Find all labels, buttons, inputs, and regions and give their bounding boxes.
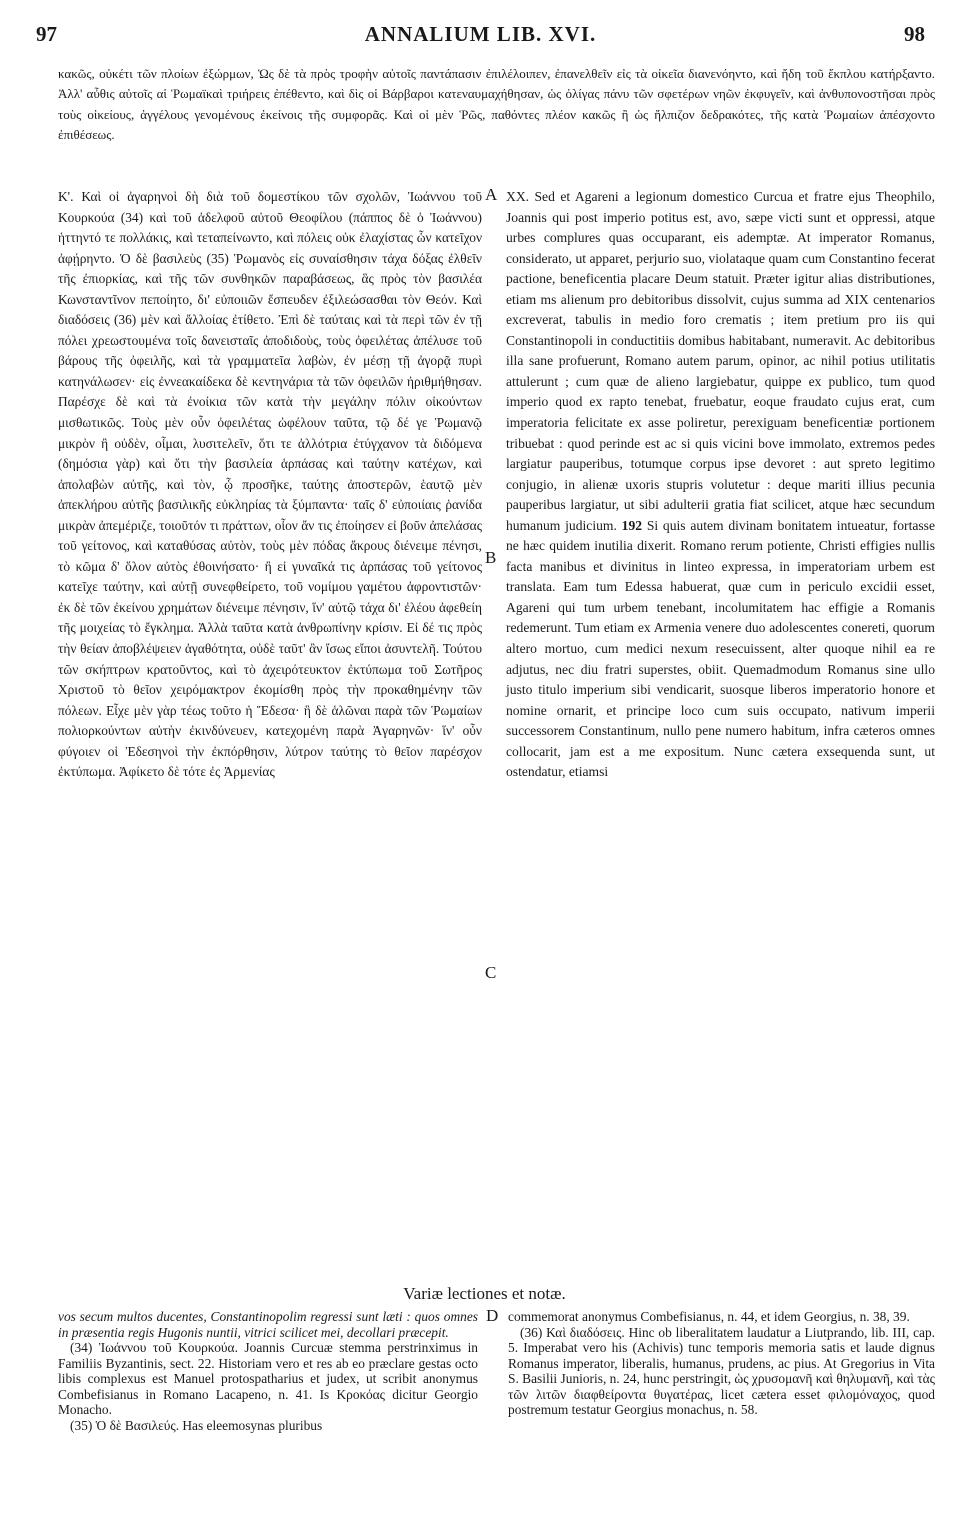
latin-column [506,187,935,783]
margin-letter-d: D [486,1306,499,1325]
margin-letter-c: C [485,963,497,982]
running-header [36,14,925,56]
margin-letter-b: B [485,548,497,567]
page-marker: 192 [621,517,643,533]
note-35: (35) Ὁ δὲ Βασιλεύς. Has eleemosynas pluribus [70,1417,323,1433]
two-column-body [58,187,935,1272]
page-number-right: 98 [904,22,925,46]
note-34: (34) Ἰωάννου τοῦ Κουρκούα. Joannis Curcuæ stemma perstrinximus in Familiis Byzantinis, sect. 22. Historiam vero et res ab eo præclare gestas octo libis complexus est Manuel protospatharius et judex, ut scribit anonymus Combefisianus in Romano Lacapeno, n. 41. Is Κροκόας dicitur Georgio Monacho. [58,1340,478,1417]
note-35-continuation: commemorat anonymus Combefisianus, n. 44, et idem Georgius, n. 38, 39. [508,1309,910,1324]
latin-text-part1: XX. Sed et Agareni a legionum domestico Curcua et fratre ejus Theophilo, Joannis qui post imperio potitus est, avo, sæpe victi sunt et oppressi, atque urbes complures quas occuparant, eis ademptæ. At imperator Romanus, considerato, ut apparet, perjurio suo, violataque quam cum Constantino fecerat pactione, beneficentia placare Deum statuit. Præter igitur alias distributiones, etiam ms alienum pro debitoribus dissolvit, cujus summa ad XIX centenarios excreverat, tabulis in medio foro crematis ; item pretium pro iis qui Constantinopoli in conductitiis domibus habitabant, numeravit. Ac debitoribus illa sane profuerunt, Romano autem parum, opinor, ac nihil potius utilitatis attulerunt ; cum quæ de alieno largiebatur, quippe ex publico, tum quod imperio quod ex rapto tenebat, fruebatur, eoque fraudato cujus erat, cum imperatoria felicitate ex asse poliretur, perexiguam beneficentiæ portionem tribuebat : quod perinde est ac si quis vicini bove immolato, extremos pedes largiatur pauperibus, totumque corpus ipse devoret : aut spreto legitimo conjugio, in alienæ uxoris stupris volutetur : deque mariti illius pecunia pauperibus largiatur, ut sibi adulterii gratia fiat scilicet, atque hæc secundum humanum judicium. [506,189,935,533]
margin-letter-a: A [485,185,498,204]
page-number-left: 97 [36,22,57,46]
greek-column [58,187,482,783]
greek-paragraph: Κ'. Καὶ οἱ ἀγαρηνοὶ δὴ διὰ τοῦ δομεστίκου τῶν σχολῶν, Ἰωάννου τοῦ Κουρκούα (34) καὶ τοῦ ἀδελφοῦ αὐτοῦ Θεοφίλου (πάππος δὲ ὁ Ἰωάννου) ἡττηντό τε πολλάκις, καὶ τεταπείνωντο, καὶ πόλεις οὐκ ἐλαχίστας ὧν κατεῖχον ἀφῄρηντο. Ὁ δὲ βασιλεὺς (35) Ῥωμανὸς εἰς συναίσθησιν τάχα δόξας ἐλθεῖν τῆς ἐπιορκίας, καὶ τῆς τῶν συνθηκῶν παραβάσεως, ἃς πρὸς τὸν βασιλέα Κωνσταντῖνον πεποίητο, δι' εὐποιιῶν ἔσπευδεν ἐξιλεώσασθαι τὸν Θεόν. Καὶ διαδόσεις (36) μὲν καὶ ἄλλοίας ἐτίθετο. Ἐπὶ δὲ ταύταις καὶ τὰ περὶ τῶν ἐν τῇ πόλει χρεωστουμένα τοῖς δανεισταῖς ἀποδιδοὺς, τοὺς ὀφειλέτας ἀπέλυσε τοῦ βάρους τῆς ὀφειλῆς, καὶ τὰ γραμματεῖα λαβὼν, ἐν μέσῃ τῇ ἀγορᾷ πυρὶ κατηνάλωσεν· εἰς ἐννεακαίδεκα δὲ κεντηνάρια τὰ τῶν ὀφειλῶν ἠριθμήθησαν. Παρέσχε δὲ καὶ τὰ ἐνοίκια τῶν κατὰ τὴν μεγάλην πόλιν οἰκούντων μισθωτικῶς. Τοὺς μὲν οὖν ὀφειλέτας ὠφέλουν ταῦτα, τῷ δέ γε Ῥωμανῷ μικρὸν ἢ οὐδὲν, οἶμαι, λυσιτελεῖν, ὅτι τε ἀλλότρια ἐτύγχανον τὰ διδόμενα (δημόσια γὰρ) καὶ ὅτι τὴν βασιλεία ἁρπάσας καὶ ταύτην κατέχων, καὶ ἀπολαβὼν αὐτῆς, καὶ τὸν, ᾧ προσῆκε, ταύτης ἀποστερῶν, ἑαυτῷ μὲν ἀπεκλήρου αὐτῆς βασιλικῆς εὐκληρίας τὰ ξύμπαντα· ταῖς δ' εὐποιίαις ῥανίδα μικρὰν ἀπεμέριζε, τοιοῦτόν τι πράττων, οἷον ἄν τις ἐποίησεν εἰ βοῦν ἀπελάσας τοῦ γείτονος, καὶ καταθύσας αὐτὸν, τοὺς μὲν πόδας ἄκρους διένειμε πένησι, τὸ κῶμα δ' ὅλον αὐτὸς ἐθοινήσατο· ἢ εἰ γυναῖκά τις ἁρπάσας τοῦ γείτονος κατεῖχε ταύτην, καὶ αὐτῇ συνεφθείρετο, τοῦ νομίμου γαμέτου ἀφροντιστῶν· ἐκ δὲ τῶν ἐκείνου χρημάτων διένειμε πένησιν, ἵν' αὐτῷ τάχα δι' ἐλέου ἀφεθείη τῆς μοιχείας τὸ ἔγκλημα. Ἀλλὰ ταῦτα κατὰ ἀνθρωπίνην κρίσιν. Εἰ δέ τις πρὸς τὴν θείαν ἀποβλέψειεν ἀγαθότητα, οὐδὲ ταῦτ' ἂν ἴσως εἴποι ἀσυντελῆ. Τούτου τῶν σκήπτρων κρατοῦντος, καὶ τὸ ἀχειρότευκτον ἐκτύπωμα τοῦ Σωτῆρος Χριστοῦ τὸ θεῖον χειρόμακτρον ἐκομίσθη πρὸς τὴν προκαθημένην τῶν πόλεων. Εἶχε μὲν γὰρ τέως τοῦτο ἡ Ἔδεσα· ἣ δὲ ἁλῶναι παρὰ τῶν Ῥωμαίων πολιορκούντων αὐτὴν ἐκινδύνευεν, κατεχομένη παρὰ Ἀγαρηνῶν· ἵν' οὖν φύγοιεν οἱ Ἐδεσηνοὶ τὴν ἐκπόρθησιν, λύτρον ταύτης τὸ θεῖον παρέσχον ἐκτύπωμα. Ἀφίκετο δὲ τότε ἐς Ἀρμενίας [58,189,482,780]
top-greek-paragraph: κακῶς, οὐκέτι τῶν πλοίων ἐξώρμων, Ὡς δὲ τὰ πρὸς τροφὴν αὐτοῖς παντάπασιν ἐπιλέλοιπεν, ἐπανελθεῖν εἰς τὰ οἰκεῖα διανενόηντο, καὶ ἤδη τοῦ ἔκπλου κατήρξαντο. Ἀλλ' αὖθις αὐτοῖς αἱ Ῥωμαϊκαὶ τριήρεις ἐπέθεντο, καὶ δὶς οἱ Βάρβαροι κατεναυμαχήθησαν, ὡς ὀλίγας πάνυ τῶν σφετέρων νηῶν ἐκφυγεῖν, καὶ ἀνθυπονοστῆσαι πρὸς τοὺς οἰκείους, ἀγγέλους γενομένους ἐκείνοις τῆς συμφορᾶς. Καὶ οἱ μὲν Ῥῶς, παθόντες πλέον κακῶς ἢ ὡς ἤλπιζον δεδρακότες, τῆς κατὰ Ῥωμαίων ἀπέσχοντο ἐπιθέσεως. [58,66,935,143]
latin-text-part2: Si quis autem divinam bonitatem intueatur, fortasse ne hæc quidem inutilia dixerit. Romano rerum potiente, Christi effigies nullis facta manibus et divinitus in linteo expressa, in imperatoriam urbem est translata. Eam tum Edessa habuerat, quæ cum in periculo excidii esset, Agareni qui tum urbem tenebant, incolumitatem hac effigie a Romanis redemerunt. Tum etiam ex Armenia venere duo adolescentes conereti, quorum altero mortuo, cum medici nexum resecuissent, alter quoque nihil ea re adjutus, nec diu fratri superstes, obiit. Quemadmodum Romanus sine ullo justo titulo imperium sibi vendicarit, suosque liberos imperatorio honore et nomine ornarit, et principe loco cum suis occupato, nativum imperii successorem Constantinum, nullo pene numero habitum, infra cæteros omnes collocarit, jam est a me expositum. Nunc cætera exsequenda sunt, ut ostendatur, etiamsi [506,517,936,780]
running-title: ANNALIUM LIB. XVI. [364,22,597,46]
notes-right-column [508,1309,935,1418]
notes-heading: Variæ lectiones et notæ. [403,1284,566,1303]
note-continuation: vos secum multos ducentes, Constantinopolim regressi sunt læti : quos omnes in præsentia regis Hugonis nuntii, vitrici scilicet mei, decollari præcepit. [58,1309,478,1340]
note-36: (36) Καὶ διαδόσεις. Hinc ob liberalitatem laudatur a Liutprando, lib. III, cap. 5. Imperabat vero his (Achivis) tunc temporis memoria satis et laude dignus Romanus imperator, liberalis, humanus, prudens, ac pius. At Gregorius in Vita S. Basilii Junioris, n. 24, hunc perstringit, ὡς χρυσομανῆ καὶ θηλυμανῆ, καὶ τὰς τῶν λιτῶν διαφθείροντα θυγατέρας, licet cætera esset φιλομόναχος, quod postremum testatur Georgius monachus, n. 58. [508,1324,935,1417]
latin-paragraph [506,187,935,783]
notes-left-column [58,1309,478,1433]
